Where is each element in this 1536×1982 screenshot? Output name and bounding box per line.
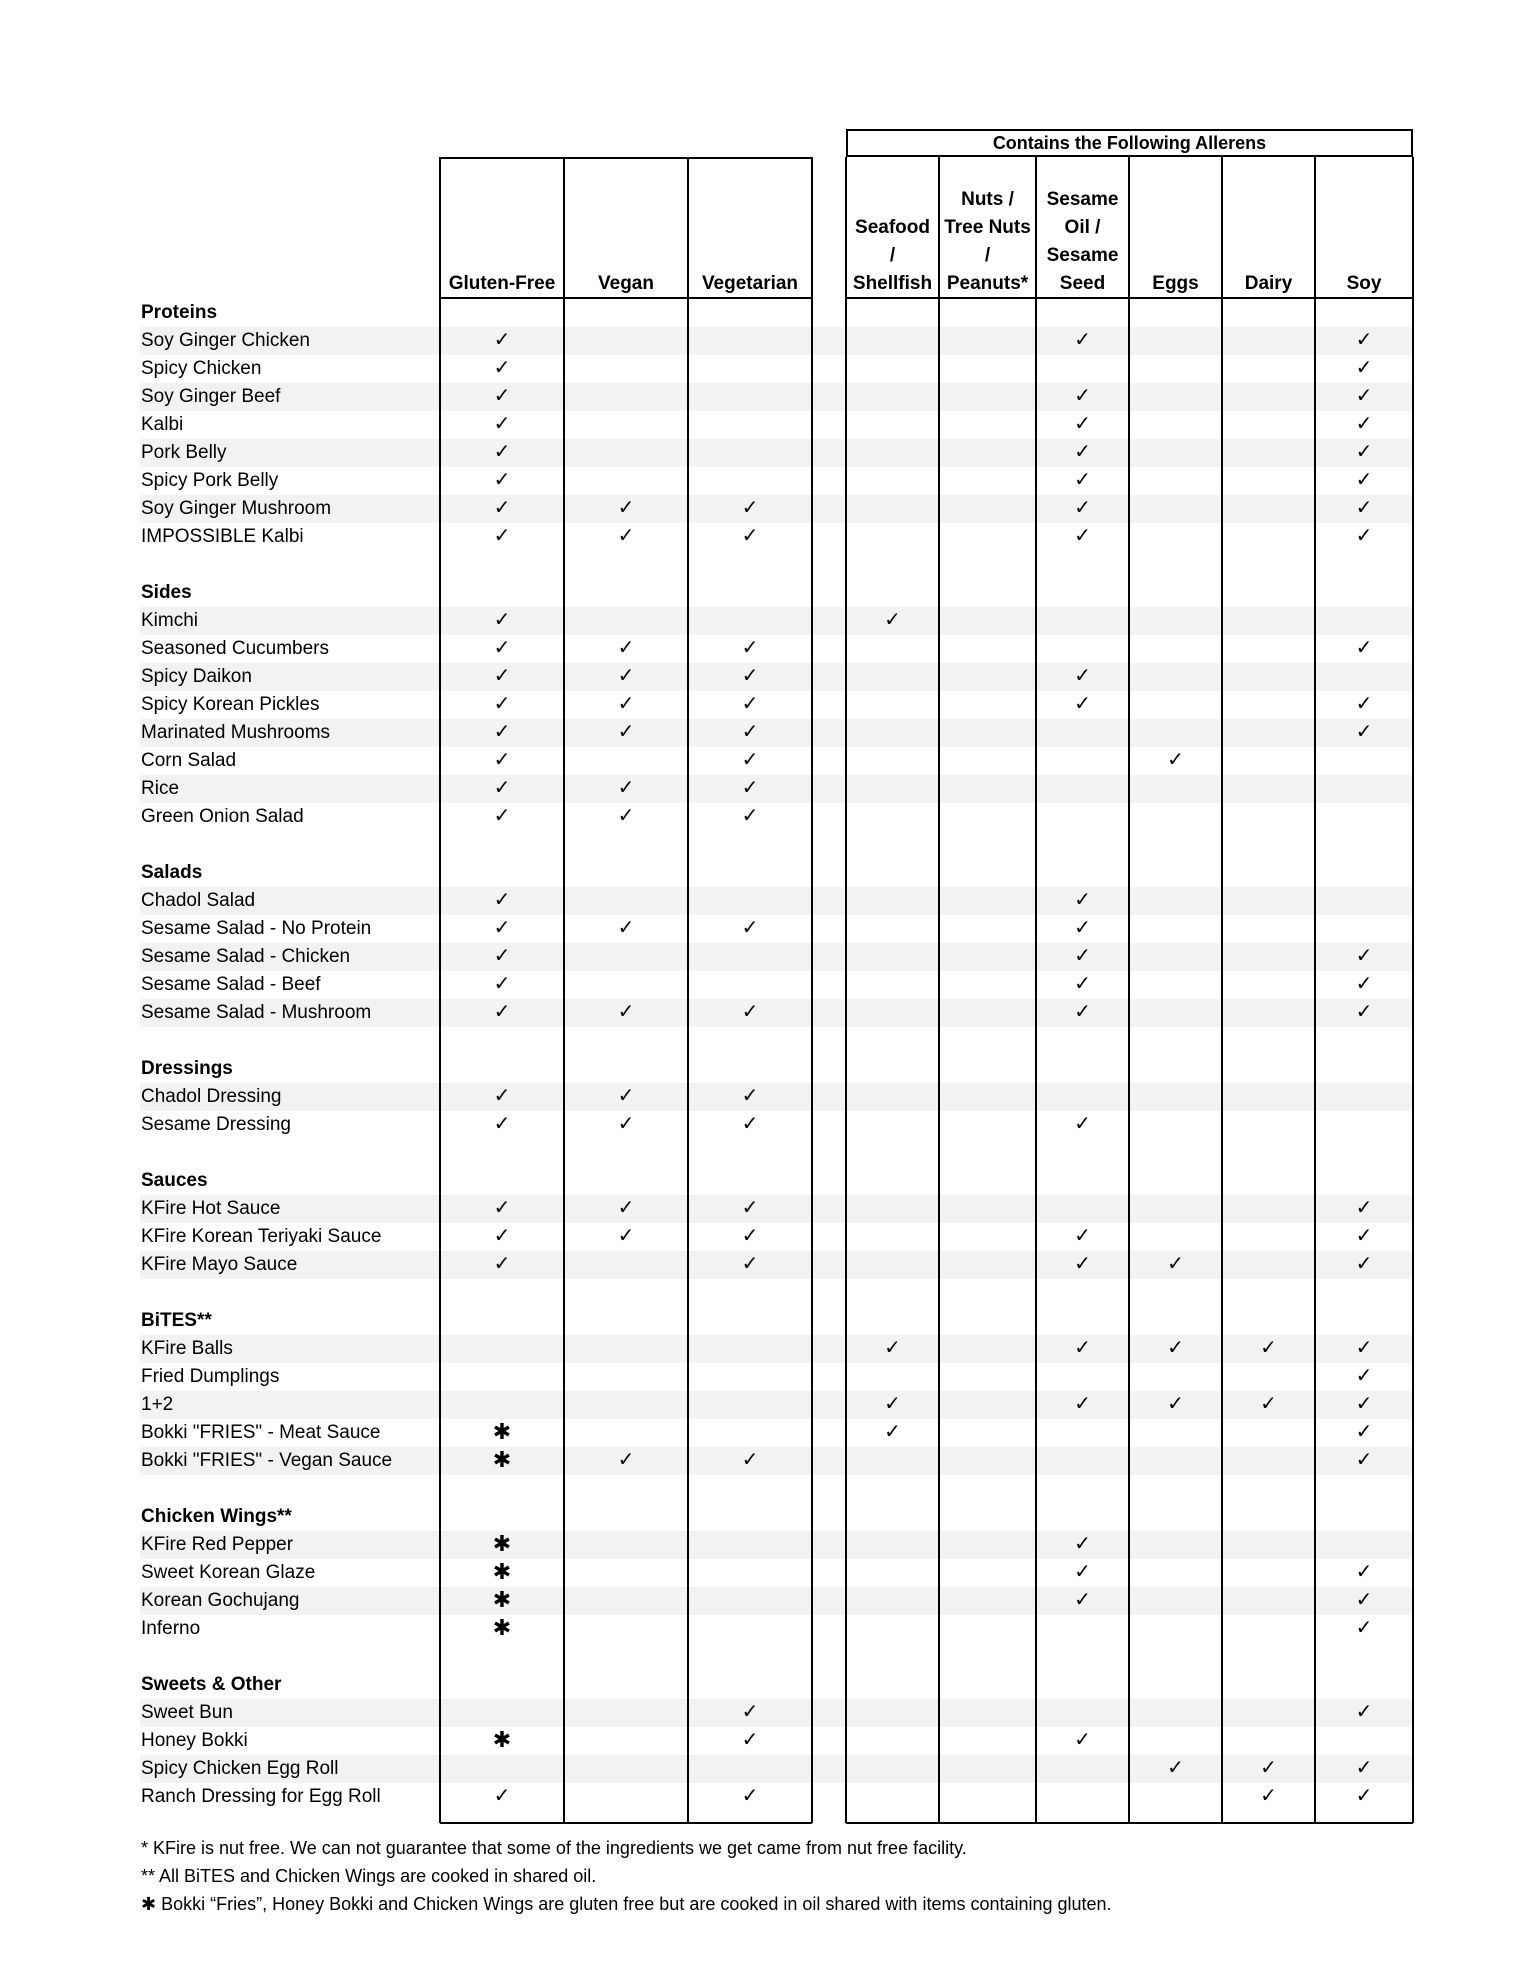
checkmark-icon: ✓ xyxy=(493,1225,511,1247)
checkmark-icon: ✓ xyxy=(741,497,759,519)
item-name: Sesame Salad - Beef xyxy=(141,974,321,995)
column-divider xyxy=(938,157,940,1823)
item-name: Kalbi xyxy=(141,414,184,435)
checkmark-icon: ✓ xyxy=(1074,441,1091,463)
checkmark-icon: ✓ xyxy=(1074,329,1091,351)
checkmark-icon: ✓ xyxy=(1355,1253,1373,1275)
checkmark-icon: ✓ xyxy=(617,665,635,687)
checkmark-icon: ✓ xyxy=(1355,637,1373,659)
checkmark-icon: ✓ xyxy=(1355,1589,1373,1611)
checkmark-icon: ✓ xyxy=(617,497,635,519)
checkmark-icon: ✓ xyxy=(741,917,759,939)
checkmark-icon: ✓ xyxy=(493,917,511,939)
checkmark-icon: ✓ xyxy=(884,1421,901,1443)
column-divider xyxy=(1128,157,1130,1823)
column-divider xyxy=(1035,157,1037,1823)
checkmark-icon: ✓ xyxy=(617,637,635,659)
checkmark-icon: ✓ xyxy=(1167,749,1184,771)
checkmark-icon: ✓ xyxy=(1074,973,1091,995)
item-name: Marinated Mushrooms xyxy=(141,722,331,743)
footnote: * KFire is nut free. We can not guarantee that some of the ingredients we get came from nut free facility. xyxy=(141,1838,967,1858)
checkmark-icon: ✓ xyxy=(741,637,759,659)
column-header-text xyxy=(1152,270,1198,298)
column-header-line: Sesame xyxy=(1046,189,1119,210)
checkmark-icon: ✓ xyxy=(1074,945,1091,967)
checkmark-icon: ✓ xyxy=(1355,1365,1373,1387)
column-header-line: / xyxy=(889,245,896,266)
checkmark-icon: ✓ xyxy=(1074,469,1091,491)
item-name: Sesame Salad - No Protein xyxy=(141,918,372,939)
checkmark-icon: ✓ xyxy=(1167,1757,1184,1779)
column-header-line: Oil / xyxy=(1064,217,1101,238)
checkmark-icon: ✓ xyxy=(1074,693,1091,715)
checkmark-icon: ✓ xyxy=(741,1225,759,1247)
checkmark-icon: ✓ xyxy=(741,805,759,827)
checkmark-icon: ✓ xyxy=(741,1253,759,1275)
checkmark-icon: ✓ xyxy=(493,413,511,435)
column-header-line: Dairy xyxy=(1244,273,1293,294)
checkmark-icon: ✓ xyxy=(1355,945,1373,967)
item-name: KFire Korean Teriyaki Sauce xyxy=(141,1226,382,1247)
column-divider xyxy=(563,157,565,1823)
checkmark-icon: ✓ xyxy=(493,469,511,491)
checkmark-icon: ✓ xyxy=(493,973,511,995)
checkmark-icon: ✓ xyxy=(741,1701,759,1723)
checkmark-icon: ✓ xyxy=(617,1085,635,1107)
asterisk-icon: ✱ xyxy=(492,1559,512,1584)
section-title: Sauces xyxy=(141,1170,208,1191)
section-title: Proteins xyxy=(141,302,218,323)
column-header-text xyxy=(853,214,932,298)
checkmark-icon: ✓ xyxy=(493,329,511,351)
asterisk-icon: ✱ xyxy=(492,1727,512,1752)
checkmark-icon: ✓ xyxy=(493,1113,511,1135)
checkmark-icon: ✓ xyxy=(1074,1253,1091,1275)
column-header-line: Seed xyxy=(1059,273,1106,294)
column-header-text xyxy=(944,186,1031,298)
item-name: Rice xyxy=(141,778,180,799)
column-divider xyxy=(845,157,847,1823)
column-header-line: Sesame xyxy=(1046,245,1119,266)
item-name: Sweet Korean Glaze xyxy=(141,1562,316,1583)
checkmark-icon: ✓ xyxy=(493,1001,511,1023)
checkmark-icon: ✓ xyxy=(493,497,511,519)
checkmark-icon: ✓ xyxy=(1074,1729,1091,1751)
checkmark-icon: ✓ xyxy=(1355,721,1373,743)
checkmark-icon: ✓ xyxy=(1074,1337,1091,1359)
checkmark-icon: ✓ xyxy=(884,1393,901,1415)
item-name: Fried Dumplings xyxy=(141,1366,280,1387)
checkmark-icon: ✓ xyxy=(617,1113,635,1135)
checkmark-icon: ✓ xyxy=(741,693,759,715)
checkmark-icon: ✓ xyxy=(1074,1001,1091,1023)
checkmark-icon: ✓ xyxy=(1355,441,1373,463)
checkmark-icon: ✓ xyxy=(741,1785,759,1807)
checkmark-icon: ✓ xyxy=(493,805,511,827)
checkmark-icon: ✓ xyxy=(1074,413,1091,435)
item-name: Sweet Bun xyxy=(141,1702,233,1723)
checkmark-icon: ✓ xyxy=(493,665,511,687)
checkmark-icon: ✓ xyxy=(1074,1393,1091,1415)
section-title: BiTES** xyxy=(141,1310,212,1331)
column-header-line: Seafood xyxy=(855,217,930,238)
column-header-eggs xyxy=(1129,180,1222,298)
checkmark-icon: ✓ xyxy=(493,1197,511,1219)
checkmark-icon: ✓ xyxy=(1074,525,1091,547)
column-header-gf xyxy=(440,180,564,298)
column-header-sea xyxy=(846,180,939,298)
item-name: Green Onion Salad xyxy=(141,806,304,827)
item-name: Chadol Salad xyxy=(141,890,256,911)
column-divider xyxy=(439,157,441,1823)
item-name: Honey Bokki xyxy=(141,1730,248,1751)
checkmark-icon: ✓ xyxy=(493,525,511,547)
item-name: IMPOSSIBLE Kalbi xyxy=(141,526,304,547)
column-header-text xyxy=(449,270,556,298)
item-name: Soy Ginger Beef xyxy=(141,386,281,407)
column-header-text xyxy=(1347,270,1382,298)
checkmark-icon: ✓ xyxy=(617,721,635,743)
checkmark-icon: ✓ xyxy=(493,1085,511,1107)
checkmark-icon: ✓ xyxy=(1260,1785,1277,1807)
checkmark-icon: ✓ xyxy=(1167,1337,1184,1359)
item-name: Korean Gochujang xyxy=(141,1590,300,1611)
checkmark-icon: ✓ xyxy=(1074,1589,1091,1611)
checkmark-icon: ✓ xyxy=(617,917,635,939)
section-title: Dressings xyxy=(141,1058,233,1079)
section-title: Sweets & Other xyxy=(141,1674,282,1695)
checkmark-icon: ✓ xyxy=(617,1001,635,1023)
checkmark-icon: ✓ xyxy=(493,357,511,379)
checkmark-icon: ✓ xyxy=(1355,525,1373,547)
checkmark-icon: ✓ xyxy=(1355,1757,1373,1779)
item-name: 1+2 xyxy=(141,1394,174,1415)
checkmark-icon: ✓ xyxy=(1355,1617,1373,1639)
column-header-line: Nuts / xyxy=(961,189,1014,210)
checkmark-icon: ✓ xyxy=(741,525,759,547)
column-header-line: Vegetarian xyxy=(701,273,799,294)
checkmark-icon: ✓ xyxy=(1167,1393,1184,1415)
item-name: Bokki "FRIES" - Meat Sauce xyxy=(141,1422,381,1443)
column-divider xyxy=(1221,157,1223,1823)
checkmark-icon: ✓ xyxy=(493,693,511,715)
item-name: Sesame Salad - Mushroom xyxy=(141,1002,372,1023)
column-header-line: Peanuts* xyxy=(946,273,1029,294)
row-divider xyxy=(846,1822,1413,1824)
item-name: KFire Red Pepper xyxy=(141,1534,294,1555)
asterisk-icon: ✱ xyxy=(492,1419,512,1444)
checkmark-icon: ✓ xyxy=(1355,1225,1373,1247)
checkmark-icon: ✓ xyxy=(741,1113,759,1135)
checkmark-icon: ✓ xyxy=(1355,329,1373,351)
checkmark-icon: ✓ xyxy=(741,1197,759,1219)
checkmark-icon: ✓ xyxy=(741,1085,759,1107)
checkmark-icon: ✓ xyxy=(617,777,635,799)
column-header-dairy xyxy=(1222,180,1315,298)
column-header-veg xyxy=(688,180,812,298)
checkmark-icon: ✓ xyxy=(493,721,511,743)
asterisk-icon: ✱ xyxy=(492,1447,512,1472)
checkmark-icon: ✓ xyxy=(1355,1785,1373,1807)
column-header-text xyxy=(1245,270,1293,298)
checkmark-icon: ✓ xyxy=(1074,1533,1091,1555)
checkmark-icon: ✓ xyxy=(1355,413,1373,435)
checkmark-icon: ✓ xyxy=(741,1001,759,1023)
checkmark-icon: ✓ xyxy=(493,609,511,631)
item-name: Soy Ginger Mushroom xyxy=(141,498,332,519)
checkmark-icon: ✓ xyxy=(1355,1421,1373,1443)
checkmark-icon: ✓ xyxy=(741,1729,759,1751)
column-header-text xyxy=(702,270,798,298)
item-name: Ranch Dressing for Egg Roll xyxy=(141,1786,381,1807)
section-title: Sides xyxy=(141,582,192,603)
checkmark-icon: ✓ xyxy=(1355,469,1373,491)
checkmark-icon: ✓ xyxy=(617,693,635,715)
checkmark-icon: ✓ xyxy=(1074,917,1091,939)
column-divider xyxy=(811,157,813,1823)
column-header-line: Vegan xyxy=(598,273,654,294)
item-name: Corn Salad xyxy=(141,750,237,771)
item-name: Sesame Salad - Chicken xyxy=(141,946,351,967)
item-name: Kimchi xyxy=(141,610,199,631)
checkmark-icon: ✓ xyxy=(493,945,511,967)
column-header-text xyxy=(598,270,654,298)
item-name: Spicy Chicken xyxy=(141,358,262,379)
checkmark-icon: ✓ xyxy=(1355,693,1373,715)
checkmark-icon: ✓ xyxy=(617,525,635,547)
checkmark-icon: ✓ xyxy=(1074,889,1091,911)
checkmark-icon: ✓ xyxy=(1260,1337,1277,1359)
checkmark-icon: ✓ xyxy=(1355,1701,1373,1723)
checkmark-icon: ✓ xyxy=(493,1253,511,1275)
checkmark-icon: ✓ xyxy=(493,637,511,659)
item-name: Spicy Pork Belly xyxy=(141,470,279,491)
checkmark-icon: ✓ xyxy=(1355,1001,1373,1023)
checkmark-icon: ✓ xyxy=(1355,1337,1373,1359)
checkmark-icon: ✓ xyxy=(1260,1393,1277,1415)
item-name: KFire Mayo Sauce xyxy=(141,1254,298,1275)
column-header-line: Eggs xyxy=(1152,273,1199,294)
column-header-line: / xyxy=(984,245,991,266)
checkmark-icon: ✓ xyxy=(1167,1253,1184,1275)
column-divider xyxy=(1314,157,1316,1823)
column-header-text xyxy=(1047,186,1119,298)
checkmark-icon: ✓ xyxy=(1355,497,1373,519)
item-name: KFire Balls xyxy=(141,1338,233,1359)
checkmark-icon: ✓ xyxy=(1355,1561,1373,1583)
section-title: Chicken Wings** xyxy=(141,1506,292,1527)
item-name: Spicy Korean Pickles xyxy=(141,694,320,715)
checkmark-icon: ✓ xyxy=(493,1785,511,1807)
asterisk-icon: ✱ xyxy=(492,1531,512,1556)
checkmark-icon: ✓ xyxy=(493,777,511,799)
checkmark-icon: ✓ xyxy=(741,777,759,799)
column-header-nuts xyxy=(939,180,1036,298)
checkmark-icon: ✓ xyxy=(617,1449,635,1471)
checkmark-icon: ✓ xyxy=(617,1197,635,1219)
column-header-vegan xyxy=(564,180,688,298)
item-name: Pork Belly xyxy=(141,442,227,463)
checkmark-icon: ✓ xyxy=(1355,1197,1373,1219)
checkmark-icon: ✓ xyxy=(741,721,759,743)
section-title: Salads xyxy=(141,862,203,883)
checkmark-icon: ✓ xyxy=(1355,973,1373,995)
checkmark-icon: ✓ xyxy=(1260,1757,1277,1779)
allergens-group-header: Contains the Following Allerens xyxy=(846,129,1413,157)
column-header-line: Shellfish xyxy=(852,273,933,294)
checkmark-icon: ✓ xyxy=(1355,385,1373,407)
item-name: Chadol Dressing xyxy=(141,1086,282,1107)
checkmark-icon: ✓ xyxy=(741,1449,759,1471)
checkmark-icon: ✓ xyxy=(1074,497,1091,519)
column-divider xyxy=(687,157,689,1823)
checkmark-icon: ✓ xyxy=(884,1337,901,1359)
row-divider xyxy=(440,157,812,159)
footnote: ✱ Bokki “Fries”, Honey Bokki and Chicken Wings are gluten free but are cooked in oil shared with items containing gluten. xyxy=(141,1894,1112,1914)
column-divider xyxy=(1412,157,1414,1823)
column-header-ses xyxy=(1036,180,1129,298)
checkmark-icon: ✓ xyxy=(493,889,511,911)
checkmark-icon: ✓ xyxy=(617,1225,635,1247)
item-name: Inferno xyxy=(141,1618,201,1639)
checkmark-icon: ✓ xyxy=(1074,385,1091,407)
item-name: Soy Ginger Chicken xyxy=(141,330,310,351)
row-divider xyxy=(440,297,812,299)
checkmark-icon: ✓ xyxy=(741,665,759,687)
item-name: Seasoned Cucumbers xyxy=(141,638,329,659)
column-header-line: Tree Nuts xyxy=(944,217,1031,238)
column-header-soy xyxy=(1315,180,1413,298)
item-name: Spicy Chicken Egg Roll xyxy=(141,1758,339,1779)
column-header-line: Gluten-Free xyxy=(448,273,556,294)
row-divider xyxy=(440,1822,812,1824)
column-header-line: Soy xyxy=(1346,273,1382,294)
checkmark-icon: ✓ xyxy=(741,749,759,771)
checkmark-icon: ✓ xyxy=(493,385,511,407)
item-name: Bokki "FRIES" - Vegan Sauce xyxy=(141,1450,393,1471)
checkmark-icon: ✓ xyxy=(1355,357,1373,379)
footnote: ** All BiTES and Chicken Wings are cooked in shared oil. xyxy=(141,1866,597,1886)
checkmark-icon: ✓ xyxy=(1355,1449,1373,1471)
asterisk-icon: ✱ xyxy=(492,1615,512,1640)
checkmark-icon: ✓ xyxy=(493,749,511,771)
item-name: KFire Hot Sauce xyxy=(141,1198,281,1219)
checkmark-icon: ✓ xyxy=(884,609,901,631)
checkmark-icon: ✓ xyxy=(617,805,635,827)
item-name: Spicy Daikon xyxy=(141,666,252,687)
item-name: Sesame Dressing xyxy=(141,1114,291,1135)
checkmark-icon: ✓ xyxy=(1074,1113,1091,1135)
checkmark-icon: ✓ xyxy=(1355,1393,1373,1415)
checkmark-icon: ✓ xyxy=(1074,665,1091,687)
checkmark-icon: ✓ xyxy=(493,441,511,463)
checkmark-icon: ✓ xyxy=(1074,1225,1091,1247)
row-divider xyxy=(846,297,1413,299)
asterisk-icon: ✱ xyxy=(492,1587,512,1612)
checkmark-icon: ✓ xyxy=(1074,1561,1091,1583)
